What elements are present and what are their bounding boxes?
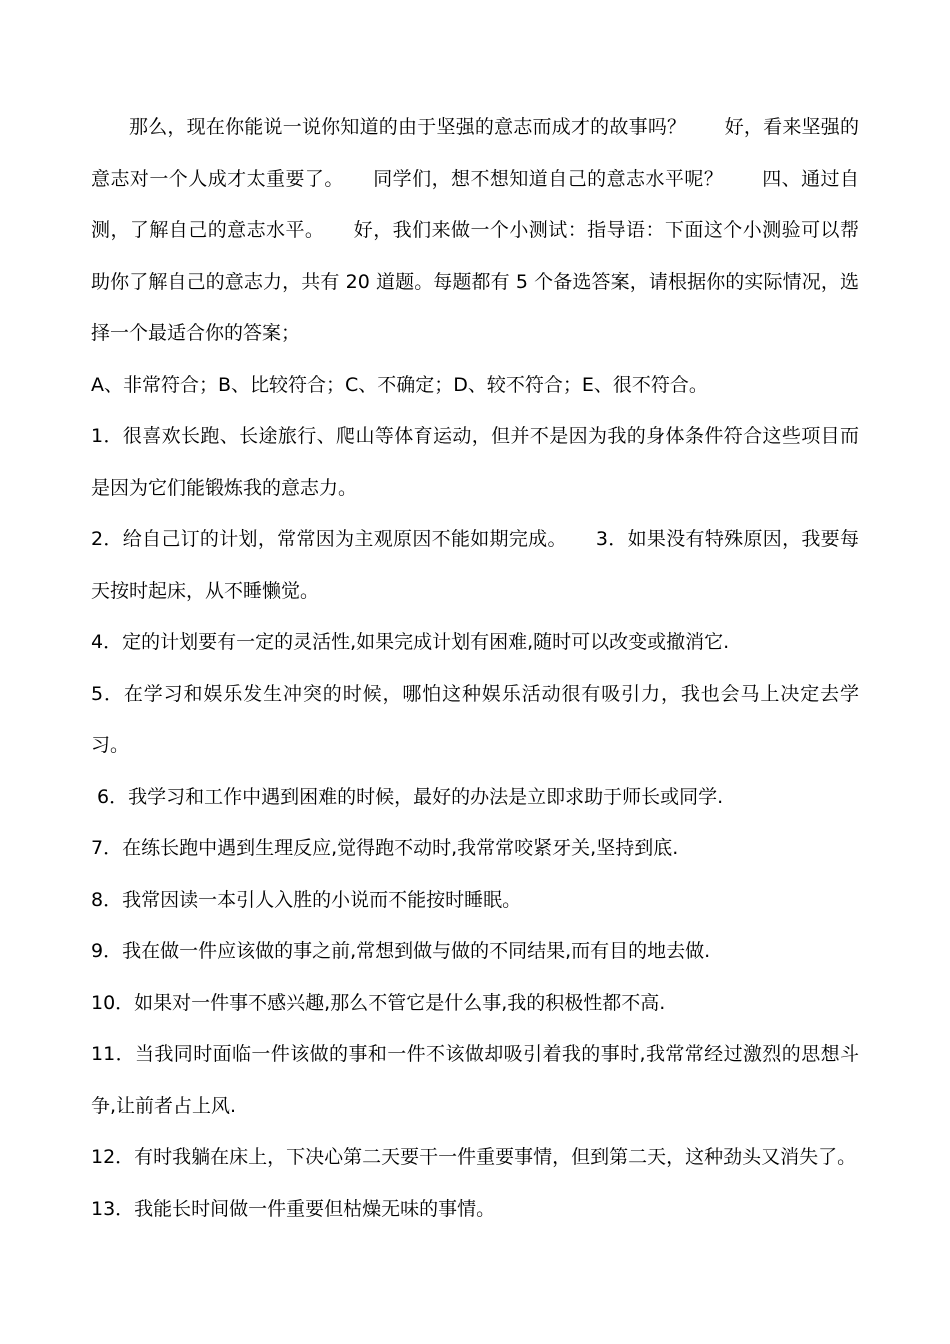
question-7: 7．在练长跑中遇到生理反应,觉得跑不动时,我常常咬紧牙关,坚持到底.	[91, 837, 679, 859]
question-10: 10．如果对一件事不感兴趣,那么不管它是什么事,我的积极性都不高.	[91, 991, 666, 1014]
document-body	[91, 102, 859, 1235]
question-4: 4．定的计划要有一定的灵活性,如果完成计划有困难,随时可以改变或撤消它.	[91, 631, 730, 653]
answer-options: A、非常符合；B、比较符合；C、不确定；D、较不符合；E、很不符合。	[91, 373, 708, 396]
intro-paragraph: 那么，现在你能说一说你知道的由于坚强的意志而成才的故事吗？ 好，看来坚强的意志对一个人成才太重要了。 同学们，想不想知道自己的意志水平呢？ 四、通过自测，了解自己的意志水平。 好，我们来做一个小测试：指导语：下面这个小测验可以帮助你了解自己的意志力，共有 20 道题。每题都有 5 个备选答案，请根据你的实际情况，选择一个最适合你的答案；	[91, 116, 859, 344]
question-9: 9．我在做一件应该做的事之前,常想到做与做的不同结果,而有目的地去做.	[91, 940, 711, 962]
question-12: 12．有时我躺在床上，下决心第二天要干一件重要事情，但到第二天，这种劲头又消失了。	[91, 1146, 857, 1168]
question-11: 11．当我同时面临一件该做的事和一件不该做却吸引着我的事时,我常常经过激烈的思想斗争,让前者占上风.	[91, 1043, 859, 1117]
question-1: 1．很喜欢长跑、长途旅行、爬山等体育运动，但并不是因为我的身体条件符合这些项目而是因为它们能锻炼我的意志力。	[91, 425, 859, 499]
question-8: 8．我常因读一本引人入胜的小说而不能按时睡眠。	[91, 888, 522, 911]
question-5: 5．在学习和娱乐发生冲突的时候，哪怕这种娱乐活动很有吸引力，我也会马上决定去学习。	[91, 682, 859, 756]
question-13: 13．我能长时间做一件重要但枯燥无味的事情。	[91, 1197, 496, 1220]
question-2-3: 2．给自己订的计划，常常因为主观原因不能如期完成。 3．如果没有特殊原因，我要每天按时起床，从不睡懒觉。	[91, 528, 859, 602]
question-6: 6．我学习和工作中遇到困难的时候，最好的办法是立即求助于师长或同学.	[91, 785, 724, 808]
